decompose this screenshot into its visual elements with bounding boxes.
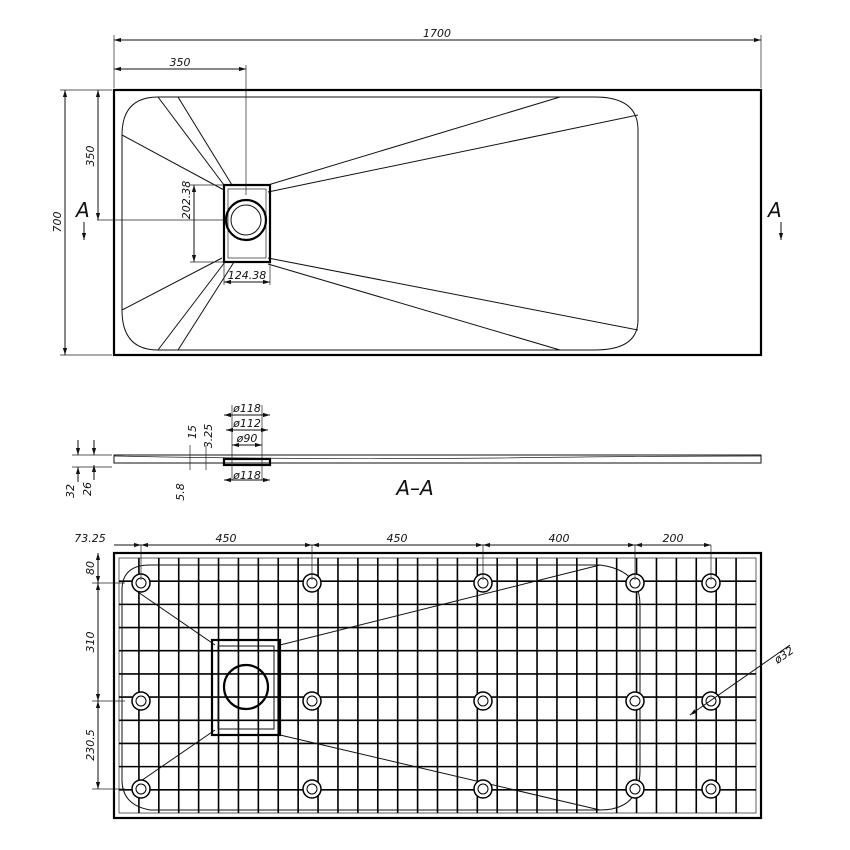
support-foot xyxy=(474,780,492,798)
support-foot xyxy=(702,692,720,710)
support-foot xyxy=(474,692,492,710)
dim-32: 32 xyxy=(64,484,77,498)
dim-dia-118-top: ø118 xyxy=(233,402,261,415)
dim-drain-width: 124.38 xyxy=(227,269,267,282)
section-drain xyxy=(224,459,270,465)
drain-outlet xyxy=(226,200,266,240)
support-foot xyxy=(303,780,321,798)
slope-lines xyxy=(122,97,638,350)
dim-26: 26 xyxy=(81,482,94,496)
base-drain-hole xyxy=(224,665,268,709)
tray-outline xyxy=(114,90,761,355)
support-foot xyxy=(132,692,150,710)
dim-73-25: 73.25 xyxy=(74,532,106,545)
support-foot xyxy=(702,780,720,798)
dim-dia-118-bottom: ø118 xyxy=(233,469,261,482)
dim-drain-offset-x: 350 xyxy=(169,56,191,69)
dim-400: 400 xyxy=(548,532,570,545)
section-title: A–A xyxy=(396,476,434,500)
section-mark-right: A xyxy=(768,198,782,222)
dim-drain-height: 202.38 xyxy=(180,180,193,220)
dim-3-25: 3.25 xyxy=(202,423,215,449)
dim-200: 200 xyxy=(662,532,684,545)
dim-450-a: 450 xyxy=(215,532,237,545)
dim-dia-90: ø90 xyxy=(236,432,258,445)
section-view xyxy=(64,402,761,501)
drain-frame xyxy=(224,185,270,262)
dim-5-8: 5.8 xyxy=(174,483,187,501)
dim-450-b: 450 xyxy=(386,532,408,545)
top-view xyxy=(51,27,782,355)
support-foot xyxy=(303,692,321,710)
dim-310: 310 xyxy=(84,631,97,653)
dim-drain-offset-y: 350 xyxy=(84,145,97,167)
dim-15: 15 xyxy=(186,425,199,439)
bottom-view xyxy=(74,532,796,818)
support-grid xyxy=(119,558,756,813)
dim-80: 80 xyxy=(84,561,97,575)
support-foot xyxy=(626,692,644,710)
support-foot xyxy=(132,780,150,798)
dim-foot-dia: ø32 xyxy=(771,643,797,667)
dim-overall-width: 700 xyxy=(51,211,64,233)
section-mark-left: A xyxy=(76,198,90,222)
dim-230-5: 230.5 xyxy=(84,729,97,761)
basin-outline xyxy=(122,97,638,350)
drain-outlet-inner xyxy=(231,205,261,235)
dim-dia-112: ø112 xyxy=(233,417,261,430)
support-foot xyxy=(626,780,644,798)
support-feet xyxy=(132,574,720,798)
dim-overall-length: 1700 xyxy=(423,27,451,40)
